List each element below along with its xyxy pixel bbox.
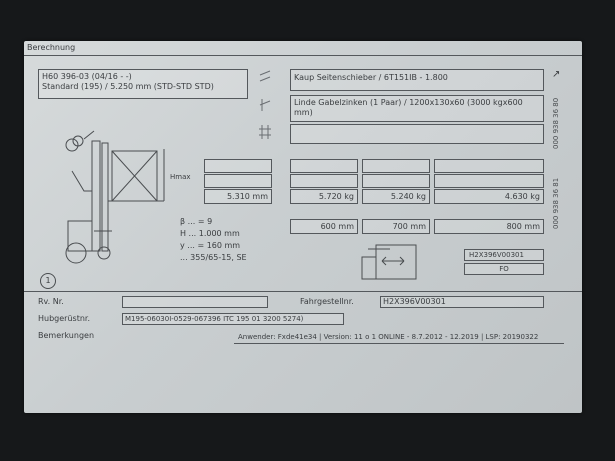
footer-text: Anwender: Fxde41e34 | Version: 11 o 1 ONLINE - 8.7.2012 - 12.2019 | LSP: 20190322 bbox=[238, 333, 539, 341]
grid-h2 bbox=[204, 174, 272, 188]
param-tire: ... 355/65-15, SE bbox=[180, 253, 247, 262]
grid-a1 bbox=[290, 159, 358, 173]
grid-h1 bbox=[204, 159, 272, 173]
grid-c1 bbox=[434, 159, 544, 173]
data-plate bbox=[24, 41, 582, 413]
fork-icons bbox=[256, 69, 276, 149]
load-700: 700 mm bbox=[362, 219, 430, 234]
hmax-label: Hmax bbox=[170, 173, 191, 181]
load-800: 800 mm bbox=[434, 219, 544, 234]
rv-label: Rv. Nr. bbox=[38, 297, 64, 306]
footer-rule bbox=[234, 343, 564, 344]
circle-marker: 1 bbox=[40, 273, 56, 289]
section-rule bbox=[24, 291, 582, 292]
grid-a2 bbox=[290, 174, 358, 188]
height-value: 5.310 mm bbox=[204, 189, 272, 204]
grid-b2 bbox=[362, 174, 430, 188]
capacity-800: 4.630 kg bbox=[434, 189, 544, 204]
param-beta: β ... = 9 bbox=[180, 217, 213, 226]
bemerkungen-label: Bemerkungen bbox=[38, 331, 95, 340]
attachment2-text: Linde Gabelzinken (1 Paar) / 1200x130x60 (3000 kgx600 mm) bbox=[294, 98, 523, 117]
hubgeruest-value: M195-06030I-0529-067396 ITC 195 01 3200 5274) bbox=[122, 313, 344, 325]
fahrgestell-label: Fahrgestellnr. bbox=[300, 297, 354, 306]
forklift-diagram bbox=[64, 121, 194, 271]
hubgeruest-label: Hubgerüstnr. bbox=[38, 314, 90, 323]
capacity-700: 5.240 kg bbox=[362, 189, 430, 204]
plate-title: Berechnung bbox=[27, 43, 76, 52]
grid-c2 bbox=[434, 174, 544, 188]
attachment2-box bbox=[290, 95, 544, 122]
code-box2: FO bbox=[464, 263, 544, 275]
attachment1-text: Kaup Seitenschieber / 6T151IB - 1.800 bbox=[294, 73, 448, 82]
fahrgestell-value: H2X396V00301 bbox=[380, 296, 544, 308]
title-rule bbox=[24, 55, 582, 56]
attachment1-box bbox=[290, 69, 544, 91]
grid-b1 bbox=[362, 159, 430, 173]
serial-top: 000 938 36 80 bbox=[552, 97, 560, 149]
param-h: H ... 1.000 mm bbox=[180, 229, 240, 238]
arrow-icon: ↗ bbox=[552, 69, 561, 80]
fork-schematic-icon bbox=[360, 237, 434, 287]
param-y: y ... = 160 mm bbox=[180, 241, 241, 250]
code-box: H2X396V00301 bbox=[464, 249, 544, 261]
mast-text: Standard (195) / 5.250 mm (STD-STD STD) bbox=[42, 82, 214, 91]
load-600: 600 mm bbox=[290, 219, 358, 234]
serial-bottom: 000 938 36 81 bbox=[552, 177, 560, 229]
capacity-600: 5.720 kg bbox=[290, 189, 358, 204]
model-text: H60 396-03 (04/16 - -) bbox=[42, 72, 132, 81]
model-box bbox=[38, 69, 248, 99]
rv-value-box bbox=[122, 296, 268, 308]
attachment3-box bbox=[290, 124, 544, 144]
